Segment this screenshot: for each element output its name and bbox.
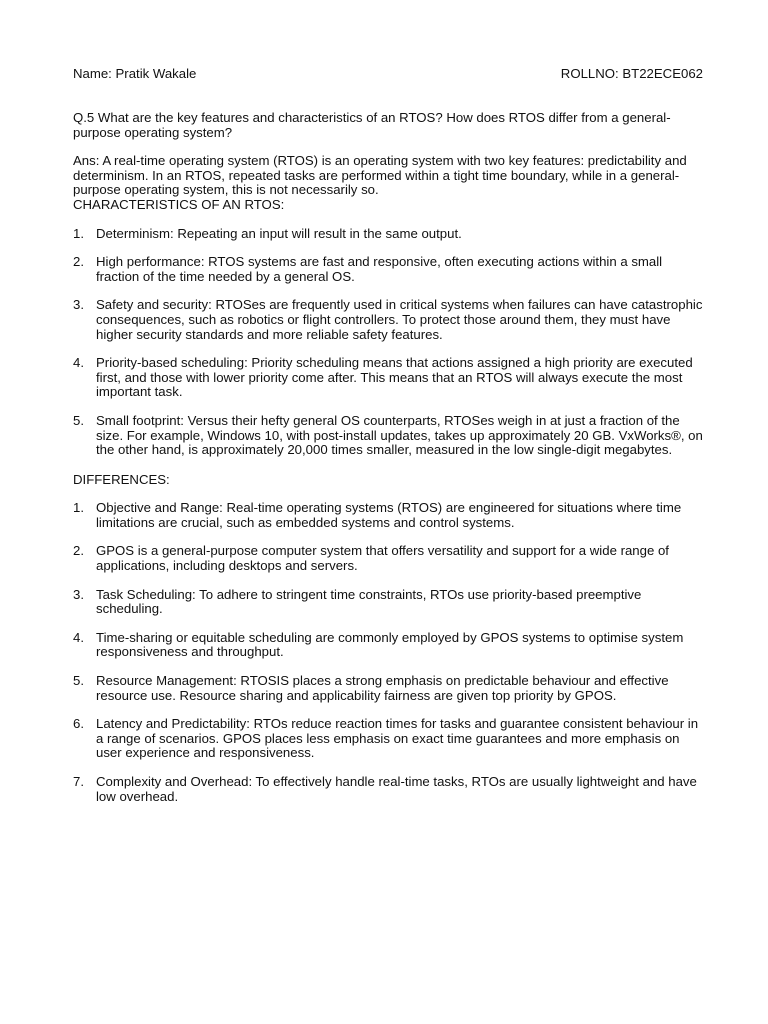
characteristics-heading: CHARACTERISTICS OF AN RTOS: xyxy=(73,196,285,212)
list-item-number: 3. xyxy=(73,297,84,313)
list-item-text: Time-sharing or equitable scheduling are commonly employed by GPOS systems to optimise system responsiveness and throughput. xyxy=(96,629,684,660)
roll-number: ROLLNO: BT22ECE062 xyxy=(560,66,703,81)
list-item xyxy=(73,588,703,617)
list-item-number: 5. xyxy=(73,673,84,689)
list-item-number: 4. xyxy=(73,629,84,645)
list-item-text: Latency and Predictability: RTOs reduce reaction times for tasks and guarantee consistent behaviour in a range of scenarios. GPOS places less emphasis on exact time guarantees and more emphasis on user experience and responsiveness. xyxy=(96,716,699,761)
document-page xyxy=(73,67,703,804)
list-item xyxy=(73,255,703,284)
list-item-text: Task Scheduling: To adhere to stringent time constraints, RTOs use priority-based preemptive scheduling. xyxy=(96,586,642,617)
differences-heading: DIFFERENCES: xyxy=(73,471,170,487)
list-item-text: Safety and security: RTOSes are frequently used in critical systems when failures can have catastrophic consequences, such as robotics or flight controllers. To protect those around them, they must have higher security standards and more reliable safety features. xyxy=(96,297,703,342)
list-item-number: 1. xyxy=(73,225,84,241)
list-item-text: High performance: RTOS systems are fast and responsive, often executing actions within a small fraction of the time needed by a general OS. xyxy=(96,254,663,284)
list-item xyxy=(73,298,703,342)
list-item-number: 5. xyxy=(73,412,84,428)
list-item xyxy=(73,227,703,242)
list-item-text: Resource Management: RTOSIS places a strong emphasis on predictable behaviour and effective resource use. Resource sharing and applicability fairness are given top priority by GPOS. xyxy=(96,673,669,703)
list-item-text: Complexity and Overhead: To effectively handle real-time tasks, RTOs are usually lightweight and have low overhead. xyxy=(96,774,697,804)
header-row xyxy=(73,67,703,82)
list-item xyxy=(73,674,703,703)
list-item-text: Determinism: Repeating an input will result in the same output. xyxy=(96,225,462,241)
list-item-number: 7. xyxy=(73,774,84,789)
list-item-number: 2. xyxy=(73,543,84,559)
characteristics-list xyxy=(73,227,703,458)
list-item xyxy=(73,356,703,400)
list-item xyxy=(73,631,703,660)
list-item xyxy=(73,544,703,573)
list-item-number: 4. xyxy=(73,355,84,371)
list-item xyxy=(73,775,703,804)
list-item-text: Objective and Range: Real-time operating systems (RTOS) are engineered for situations where time limitations are crucial, such as embedded systems and control systems. xyxy=(96,500,682,530)
list-item-number: 1. xyxy=(73,500,84,516)
list-item xyxy=(73,717,703,761)
list-item xyxy=(73,414,703,458)
student-name: Name: Pratik Wakale xyxy=(73,66,197,81)
question-text: Q.5 What are the key features and characteristics of an RTOS? How does RTOS differ from a general-purpose operating system? xyxy=(73,110,671,140)
list-item-number: 6. xyxy=(73,716,84,732)
list-item xyxy=(73,501,703,530)
list-item-number: 2. xyxy=(73,254,84,270)
list-item-text: Small footprint: Versus their hefty general OS counterparts, RTOSes weigh in at just a fraction of the size. For example, Windows 10, with post-install updates, takes up approximately 20 GB. VxWorks®, on the other hand, is approximately 20,000 times smaller, measured in the low single-digit megabytes. xyxy=(96,412,703,458)
list-item-text: GPOS is a general-purpose computer system that offers versatility and support for a wide range of applications, including desktops and servers. xyxy=(96,543,669,574)
list-item-number: 3. xyxy=(73,586,84,602)
list-item-text: Priority-based scheduling: Priority scheduling means that actions assigned a high priority are executed first, and those with lower priority come after. This means that an RTOS will always execute the most important task. xyxy=(96,355,693,400)
answer-intro: Ans: A real-time operating system (RTOS) is an operating system with two key features: predictability and determinism. In an RTOS, repeated tasks are performed within a tight time boundary, while in a general-purpose operating system, this is not necessarily so. xyxy=(73,153,687,198)
differences-list xyxy=(73,501,703,804)
